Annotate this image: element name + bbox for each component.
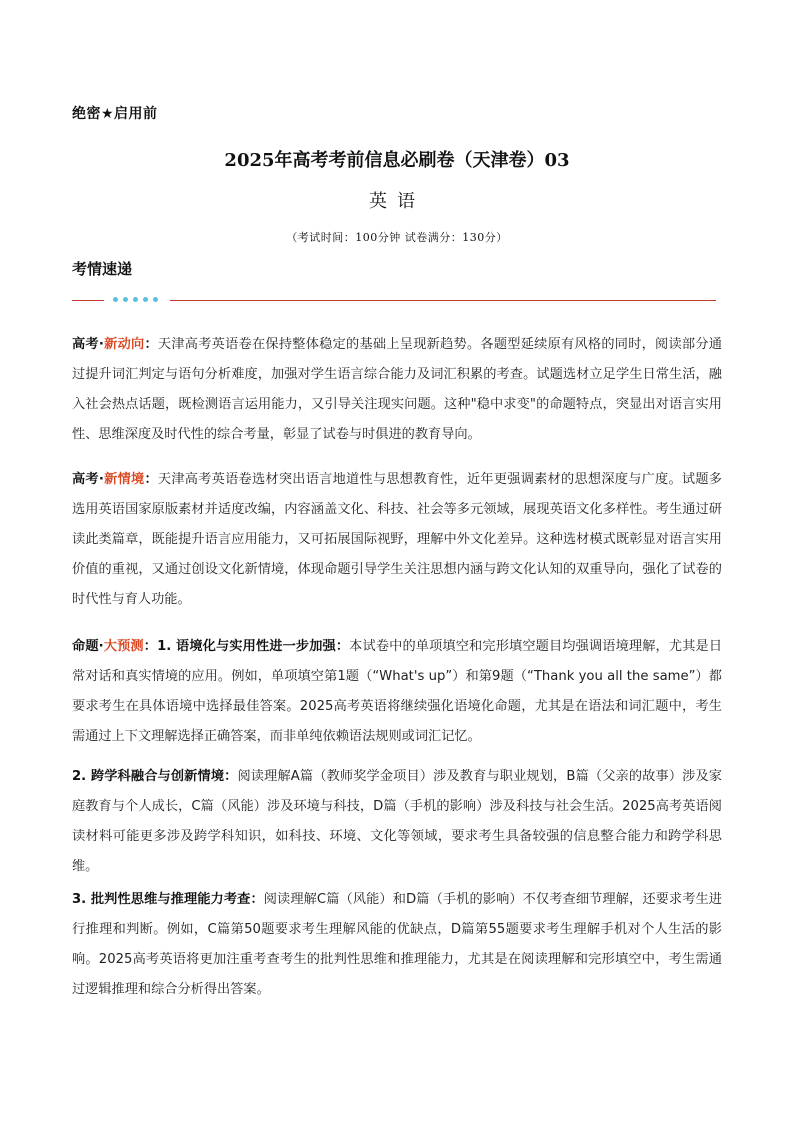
paragraph-prefix: 高考· <box>72 472 104 487</box>
paragraph-prediction-3 <box>72 885 722 1005</box>
paragraph-new-trend <box>72 330 722 450</box>
paragraph-body: 天津高考英语卷在保持整体稳定的基础上呈现新趋势。各题型延续原有风格的同时，阅读部分通过提升词汇判定与语句分析难度，加强对学生语言综合能力及词汇积累的考查。试题选材立足学生日常生活，融入社会热点话题，既检测语言运用能力，又引导关注现实问题。这种"稳中求变"的命题特点，突显出对语言实用性、思维深度及时代性的综合考量，彰显了试卷与时俱进的教育导向。 <box>72 337 722 442</box>
section-title: 考情速递 <box>72 260 133 278</box>
paragraph-body: 阅读理解C篇（风能）和D篇（手机的影响）不仅考查细节理解，还要求考生进行推理和判断。例如，C篇第50题要求考生理解风能的优缺点，D篇第55题要求考生理解手机对个人生活的影响。2025高考英语将更加注重考查考生的批判性思维和推理能力，尤其是在阅读理解和完形填空中，考生需通过逻辑推理和综合分析得出答案。 <box>72 892 722 997</box>
paragraph-body: 本试卷中的单项填空和完形填空题目均强调语境理解，尤其是日常对话和真实情境的应用。例如，单项填空第1题（“What's up”）和第9题（“Thank you all the same”）都要求考生在具体语境中选择最佳答案。2025高考英语将继续强化语境化命题，尤其是在语法和词汇题中，考生需通过上下文理解选择正确答案，而非单纯依赖语法规则或词汇记忆。 <box>72 639 723 744</box>
divider-dot <box>133 297 138 302</box>
divider-dot <box>143 297 148 302</box>
paragraph-colon: ： <box>143 639 158 654</box>
paragraph-highlight: 新动向 <box>103 337 145 352</box>
exam-meta: （考试时间：100分钟 试卷满分：130分） <box>286 231 508 244</box>
paragraph-prediction-1 <box>72 632 722 752</box>
paragraph-prefix: 高考· <box>72 337 104 352</box>
paragraph-body: 阅读理解A篇（教师奖学金项目）涉及教育与职业规划，B篇（父亲的故事）涉及家庭教育与个人成长，C篇（风能）涉及环境与科技，D篇（手机的影响）涉及科技与社会生活。2025高考英语阅读材料可能更多涉及跨学科知识，如科技、环境、文化等领域，要求考生具备较强的信息整合能力和跨学科思维。 <box>72 769 722 874</box>
paragraph-prefix: 命题· <box>72 639 104 654</box>
divider-dots <box>113 297 158 305</box>
paragraph-lead: 3. 批判性思维与推理能力考查： <box>72 892 264 907</box>
paragraph-lead: 2. 跨学科融合与创新情境： <box>72 769 238 784</box>
divider-dot <box>113 297 118 302</box>
paragraph-colon: ： <box>144 472 158 487</box>
confidential-label: 绝密★启用前 <box>72 106 158 122</box>
subject-title: 英语 <box>369 191 425 212</box>
divider-dot <box>153 297 158 302</box>
paragraph-highlight: 大预测 <box>103 639 144 654</box>
paragraph-highlight: 新情境 <box>103 472 145 487</box>
paragraph-body: 天津高考英语卷选材突出语言地道性与思想教育性，近年更强调素材的思想深度与广度。试题多选用英语国家原版素材并适度改编，内容涵盖文化、科技、社会等多元领域，展现英语文化多样性。考生通过研读此类篇章，既能提升语言应用能力，又可拓展国际视野，理解中外文化差异。这种选材模式既彰显对语言实用价值的重视，又通过创设文化新情境，体现命题引导学生关注思想内涵与跨文化认知的双重导向，强化了试卷的时代性与育人功能。 <box>72 472 722 607</box>
divider-line-right <box>170 300 716 301</box>
paragraph-colon: ： <box>144 337 158 352</box>
paragraph-new-context <box>72 465 722 615</box>
paragraph-prediction-2 <box>72 762 722 882</box>
section-divider <box>72 294 716 308</box>
paragraph-lead: 1. 语境化与实用性进一步加强： <box>157 639 350 654</box>
divider-dot <box>123 297 128 302</box>
page-title: 2025年高考考前信息必刷卷（天津卷）03 <box>224 150 570 171</box>
divider-line-left <box>72 300 104 301</box>
